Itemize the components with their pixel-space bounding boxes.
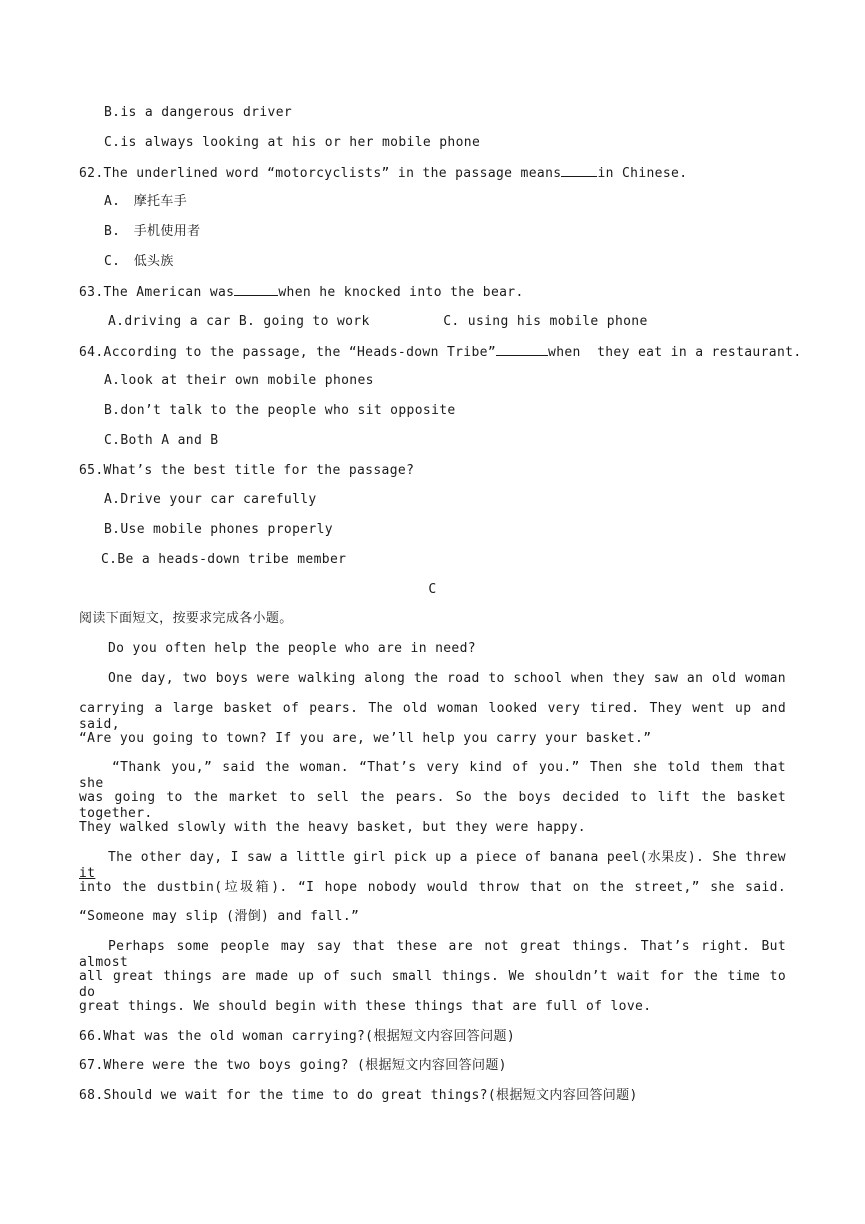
answer-blank	[234, 284, 278, 296]
q62-option-c: C. 低头族	[104, 254, 174, 269]
underlined-word-it: it	[79, 866, 96, 881]
section-instruction: 阅读下面短文，按要求完成各小题。	[79, 611, 293, 626]
passage-paragraph-2-line-1: One day, two boys were walking along the road to school when they saw an old woman	[108, 671, 786, 686]
q62-stem	[79, 165, 687, 182]
passage-paragraph-4-line-2: into the dustbin(垃圾箱). “I hope nobody would throw that on the street,” she said.	[79, 880, 786, 895]
question-68: 68.Should we wait for the time to do great things?(根据短文内容回答问题)	[79, 1088, 638, 1103]
q65-option-b: B.Use mobile phones properly	[104, 522, 333, 537]
q63-stem-end: when he knocked into the bear.	[278, 285, 524, 300]
question-67: 67.Where were the two boys going? (根据短文内容回答问题)	[79, 1058, 507, 1073]
answer-blank	[561, 165, 597, 177]
q63-stem-start: 63.The American was	[79, 285, 235, 300]
passage-paragraph-1: Do you often help the people who are in need?	[108, 641, 476, 656]
q62-option-b: B. 手机使用者	[104, 224, 201, 239]
passage-paragraph-4-line-1	[79, 850, 786, 882]
answer-blank	[496, 344, 548, 356]
q64-stem-end: when they eat in a restaurant.	[548, 345, 802, 360]
q62-stem-end: in Chinese.	[597, 166, 688, 181]
passage-paragraph-3-line-3: They walked slowly with the heavy basket, but they were happy.	[79, 820, 586, 835]
passage-paragraph-2-line-2: carrying a large basket of pears. The old woman looked very tired. They went up and said,	[79, 701, 786, 732]
q64-stem	[79, 344, 802, 361]
q62-option-a: A. 摩托车手	[104, 194, 188, 209]
passage-paragraph-5-line-2: all great things are made up of such small things. We shouldn’t wait for the time to do	[79, 969, 786, 1000]
passage-paragraph-5-line-1: Perhaps some people may say that these are not great things. That’s right. But almost	[79, 939, 786, 970]
q62-stem-start: 62.The underlined word “motorcyclists” in the passage means	[79, 166, 562, 181]
passage-paragraph-4-line-3: “Someone may slip (滑倒) and fall.”	[79, 909, 360, 924]
passage-text: The other day, I saw a little girl pick up a piece of banana peel(水果皮). She threw	[108, 850, 786, 865]
q65-stem: 65.What’s the best title for the passage?	[79, 463, 415, 478]
q65-option-c: C.Be a heads-down tribe member	[101, 552, 347, 567]
q64-option-a: A.look at their own mobile phones	[104, 373, 374, 388]
q64-option-b: B.don’t talk to the people who sit opposite	[104, 403, 456, 418]
q63-stem	[79, 284, 524, 301]
passage-paragraph-5-line-3: great things. We should begin with these things that are full of love.	[79, 999, 652, 1014]
question-66: 66.What was the old woman carrying?(根据短文内容回答问题)	[79, 1029, 516, 1044]
passage-paragraph-2-line-3: “Are you going to town? If you are, we’ll help you carry your basket.”	[79, 731, 652, 746]
passage-paragraph-3-line-2: was going to the market to sell the pears. So the boys decided to lift the basket together.	[79, 790, 786, 821]
q64-option-c: C.Both A and B	[104, 433, 219, 448]
q61-option-b: B.is a dangerous driver	[104, 105, 293, 120]
section-heading: C	[428, 582, 437, 597]
q61-option-c: C.is always looking at his or her mobile phone	[104, 135, 481, 150]
q65-option-a: A.Drive your car carefully	[104, 492, 317, 507]
q63-options: A.driving a car B. going to work C. using his mobile phone	[108, 314, 648, 329]
passage-paragraph-3-line-1: “Thank you,” said the woman. “That’s very kind of you.” Then she told them that she	[79, 760, 786, 791]
q64-stem-start: 64.According to the passage, the “Heads-down Tribe”	[79, 345, 497, 360]
